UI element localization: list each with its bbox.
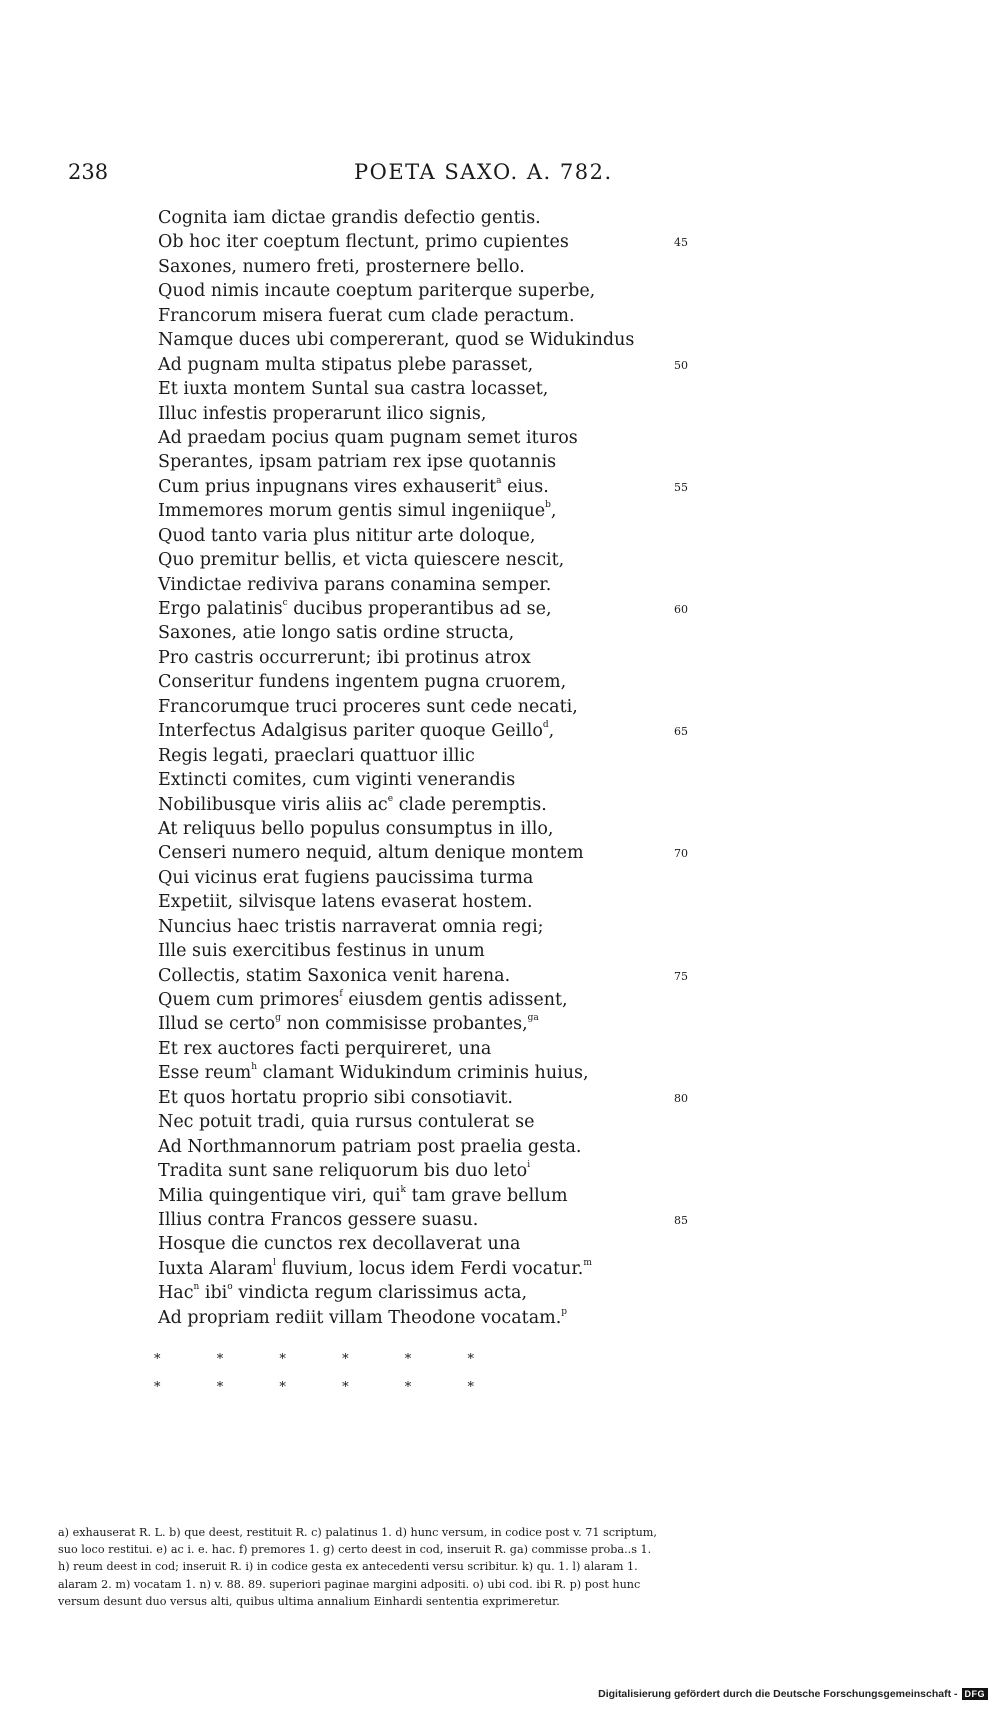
verse-line bbox=[158, 890, 718, 914]
footnote-marker: i bbox=[527, 1160, 531, 1171]
line-number: 60 bbox=[674, 603, 688, 616]
verse-line bbox=[158, 1232, 718, 1256]
verse-text: At reliquus bello populus consumptus in illo, bbox=[158, 818, 554, 839]
verse-line bbox=[158, 1135, 718, 1159]
verse-line bbox=[158, 670, 718, 694]
page-number: 238 bbox=[68, 160, 109, 184]
verse-text: Hac$^n$ ibi$^o$ vindicta regum clarissimus acta, bbox=[158, 1282, 528, 1304]
verse-text: Et rex auctores facti perquireret, una bbox=[158, 1038, 492, 1059]
verse-line bbox=[158, 744, 718, 768]
asterisk: * bbox=[342, 1380, 349, 1395]
verse-text: Nec potuit tradi, quia rursus contulerat se bbox=[158, 1112, 535, 1133]
verse-text: Conseritur fundens ingentem pugna cruorem, bbox=[158, 672, 567, 693]
verse-line bbox=[158, 377, 718, 401]
footer-text: Digitalisierung gefördert durch die Deutsche Forschungsgemeinschaft - bbox=[598, 1688, 958, 1700]
verse-line bbox=[158, 450, 718, 474]
footnote-line: suo loco restitui. e) ac i. e. hac. f) premores 1. g) certo deest in cod, inseruit R. ga) commisse proba..s 1. bbox=[58, 1543, 652, 1557]
verse-text: Pro castris occurrerunt; ibi protinus atrox bbox=[158, 647, 531, 668]
verse-block bbox=[158, 206, 718, 1330]
verse-text: Francorumque truci proceres sunt cede necati, bbox=[158, 696, 578, 717]
verse-text: Cognita iam dictae grandis defectio gentis. bbox=[158, 208, 541, 228]
line-number: 75 bbox=[674, 969, 688, 983]
verse-line bbox=[158, 328, 718, 352]
footnote-marker: n bbox=[193, 1282, 200, 1293]
verse-line bbox=[158, 1159, 718, 1183]
line-number: 55 bbox=[674, 480, 688, 494]
verse-line bbox=[158, 255, 718, 279]
verse-line bbox=[158, 1086, 718, 1110]
verse-line bbox=[158, 1110, 718, 1134]
verse-text: Censeri numero nequid, altum denique montem bbox=[158, 843, 584, 864]
verse-text: Milia quingentique viri, qui$^k$ tam grave bellum bbox=[158, 1184, 568, 1206]
verse-text: Collectis, statim Saxonica venit harena. bbox=[158, 965, 511, 986]
line-number: 70 bbox=[674, 847, 688, 861]
digitization-footer bbox=[598, 1686, 988, 1702]
verse-line bbox=[158, 1037, 718, 1061]
verse-text: Tradita sunt sane reliquorum bis duo leto$^i$ bbox=[158, 1160, 531, 1182]
verse-text: Hosque die cunctos rex decollaverat una bbox=[158, 1234, 521, 1255]
footnote-marker: l bbox=[273, 1257, 277, 1268]
verse-line bbox=[158, 964, 718, 988]
verse-text: Ille suis exercitibus festinus in unum bbox=[158, 941, 485, 962]
asterisk: * bbox=[279, 1380, 286, 1395]
line-number: 65 bbox=[674, 725, 688, 739]
verse-line bbox=[158, 548, 718, 572]
verse-text: Sperantes, ipsam patriam rex ipse quotannis bbox=[158, 452, 557, 473]
asterisk: * bbox=[404, 1352, 412, 1367]
footnote-line: alaram 2. m) vocatam 1. n) v. 88. 89. superiori paginae margini adpositi. o) ubi cod. ibi R. p) post hunc bbox=[58, 1577, 641, 1591]
asterisk: * bbox=[467, 1380, 474, 1395]
verse-text: Saxones, numero freti, prosternere bello. bbox=[158, 256, 525, 277]
verse-text: Qui vicinus erat fugiens paucissima turma bbox=[158, 867, 534, 888]
asterisk-row bbox=[154, 1380, 474, 1400]
footnote-marker: e bbox=[387, 793, 394, 804]
verse-text: Illud se certo$^g$ non commisisse probantes,$^{ga}$ bbox=[158, 1013, 539, 1035]
verse-line bbox=[158, 230, 718, 254]
verse-text: Iuxta Alaram$^l$ fluvium, locus idem Ferdi vocatur.$^m$ bbox=[158, 1257, 592, 1279]
verse-line bbox=[158, 719, 718, 743]
verse-text: Ad praedam pocius quam pugnam semet ituros bbox=[158, 427, 578, 448]
verse-text: Saxones, atie longo satis ordine structa, bbox=[158, 623, 515, 644]
verse-text: Ergo palatinis$^c$ ducibus properantibus ad se, bbox=[158, 598, 552, 619]
verse-text: Illuc infestis properarunt ilico signis, bbox=[158, 403, 487, 424]
verse-line bbox=[158, 768, 718, 792]
verse-text: Nuncius haec tristis narraverat omnia regi; bbox=[158, 916, 544, 937]
asterisk: * bbox=[154, 1352, 161, 1367]
verse-text: Regis legati, praeclari quattuor illic bbox=[158, 745, 475, 766]
verse-text: Quod nimis incaute coeptum pariterque superbe, bbox=[158, 281, 596, 302]
verse-line bbox=[158, 621, 718, 645]
verse-line bbox=[158, 353, 718, 377]
line-number: 85 bbox=[674, 1213, 688, 1227]
verse-text: Interfectus Adalgisus pariter quoque Geillo$^d$, bbox=[158, 720, 555, 742]
verse-text: Namque duces ubi compererant, quod se Widukindus bbox=[158, 330, 635, 351]
footnote-line: versum desunt duo versus alti, quibus ultima annalium Einhardi sententia exprimeretur. bbox=[58, 1594, 560, 1608]
footnote-marker: g bbox=[275, 1013, 281, 1024]
verse-text: Immemores morum gentis simul ingeniique$^b$, bbox=[158, 500, 557, 522]
asterisk: * bbox=[279, 1352, 286, 1367]
verse-line bbox=[158, 1306, 718, 1330]
verse-text: Extincti comites, cum viginti venerandis bbox=[158, 770, 516, 791]
footnote-marker: c bbox=[282, 598, 288, 608]
verse-line bbox=[158, 915, 718, 939]
asterisk: * bbox=[404, 1380, 412, 1395]
verse-text: Quod tanto varia plus nititur arte doloque, bbox=[158, 525, 536, 546]
verse-text: Ad propriam rediit villam Theodone vocatam.$^p$ bbox=[158, 1306, 568, 1328]
verse-line bbox=[158, 206, 718, 230]
asterisk: * bbox=[467, 1352, 474, 1367]
verse-line bbox=[158, 426, 718, 450]
verse-text: Cum prius inpugnans vires exhauserit$^a$ eius. bbox=[158, 475, 549, 497]
verse-line bbox=[158, 1184, 718, 1208]
asterisk: * bbox=[216, 1352, 224, 1367]
verse-line bbox=[158, 841, 718, 865]
verse-line bbox=[158, 939, 718, 963]
verse-line bbox=[158, 475, 718, 499]
verse-line bbox=[158, 304, 718, 328]
running-title: POETA SAXO. A. 782. bbox=[354, 160, 613, 184]
verse-text: Quo premitur bellis, et victa quiescere nescit, bbox=[158, 550, 565, 571]
asterisk: * bbox=[342, 1352, 349, 1367]
footnote-marker: k bbox=[400, 1184, 407, 1195]
verse-line bbox=[158, 866, 718, 890]
verse-line bbox=[158, 1012, 718, 1036]
line-number: 80 bbox=[674, 1091, 688, 1105]
verse-text: Expetiit, silvisque latens evaserat hostem. bbox=[158, 892, 533, 913]
page-header bbox=[68, 160, 688, 190]
footnote-marker: d bbox=[542, 720, 549, 731]
verse-line bbox=[158, 524, 718, 548]
verse-text: Illius contra Francos gessere suasu. bbox=[158, 1209, 479, 1230]
verse-text: Francorum misera fuerat cum clade peractum. bbox=[158, 305, 575, 326]
footnote-marker: p bbox=[561, 1306, 568, 1317]
verse-line bbox=[158, 988, 718, 1012]
footnote-marker: o bbox=[227, 1282, 233, 1293]
verse-text: Ob hoc iter coeptum flectunt, primo cupientes bbox=[158, 232, 569, 253]
asterisk-row bbox=[154, 1352, 474, 1372]
verse-line bbox=[158, 597, 718, 621]
line-number: 45 bbox=[674, 236, 688, 250]
verse-line bbox=[158, 279, 718, 303]
footnote-marker: h bbox=[251, 1062, 258, 1073]
verse-line bbox=[158, 573, 718, 597]
verse-line bbox=[158, 817, 718, 841]
footnote-marker: b bbox=[545, 500, 551, 511]
verse-text: Ad pugnam multa stipatus plebe parasset, bbox=[158, 354, 534, 375]
footnote-marker: m bbox=[583, 1257, 592, 1268]
verse-text: Esse reum$^h$ clamant Widukindum criminis huius, bbox=[158, 1062, 589, 1084]
footnote-marker: ga bbox=[527, 1013, 539, 1024]
verse-line bbox=[158, 499, 718, 523]
footnote-line: h) reum deest in cod; inseruit R. i) in codice gesta ex antecedenti versu scribitur. k) qu. 1. l) alaram 1. bbox=[58, 1560, 638, 1574]
verse-line bbox=[158, 1208, 718, 1232]
verse-line bbox=[158, 1281, 718, 1305]
verse-line bbox=[158, 695, 718, 719]
verse-line bbox=[158, 1061, 718, 1085]
verse-text: Ad Northmannorum patriam post praelia gesta. bbox=[158, 1136, 582, 1157]
verse-line bbox=[158, 646, 718, 670]
footnote-line: a) exhauserat R. L. b) que deest, restituit R. c) palatinus 1. d) hunc versum, in codice post v. 71 scriptum, bbox=[58, 1526, 657, 1539]
verse-text: Et iuxta montem Suntal sua castra locasset, bbox=[158, 379, 549, 400]
line-number: 50 bbox=[674, 358, 688, 372]
verse-line bbox=[158, 793, 718, 817]
footnotes bbox=[58, 1524, 878, 1610]
dfg-logo: DFG bbox=[962, 1688, 989, 1700]
verse-line bbox=[158, 1257, 718, 1281]
asterisk: * bbox=[216, 1380, 224, 1395]
verse-text: Vindictae rediviva parans conamina semper. bbox=[158, 574, 552, 595]
footnote-marker: f bbox=[339, 989, 343, 999]
verse-text: Nobilibusque viris aliis $ac^e$ clade peremptis. bbox=[158, 793, 547, 815]
verse-text: Quem cum primores$^f$ eiusdem gentis adissent, bbox=[158, 989, 568, 1010]
verse-line bbox=[158, 402, 718, 426]
verse-text: Et quos hortatu proprio sibi consotiavit. bbox=[158, 1087, 513, 1108]
footnote-marker: a bbox=[496, 475, 502, 486]
asterisk: * bbox=[154, 1380, 161, 1395]
